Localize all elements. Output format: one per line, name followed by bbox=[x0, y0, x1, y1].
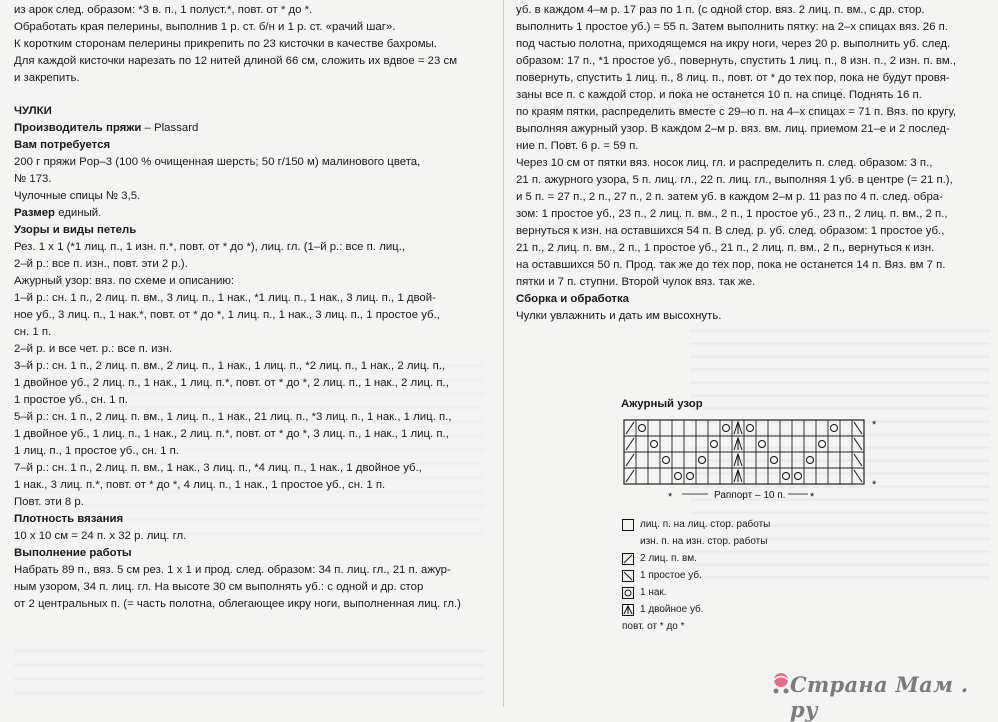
legend-item bbox=[622, 567, 770, 584]
legend-label: 1 простое уб. bbox=[640, 570, 702, 581]
text-line: 3–й р.: сн. 1 п., 2 лиц. п. вм., 2 лиц. п., 1 нак., 1 лиц. п., *2 лиц. п., 1 нак., 2 лиц. п., bbox=[14, 360, 446, 372]
text-line: от 2 центральных п. (= часть полотна, облегающее икру ноги, выполненная лиц. гл.) bbox=[14, 598, 461, 610]
yarnover-icon bbox=[663, 457, 670, 464]
text-line: пятки и 7 п. ступни. Второй чулок вяз. так же. bbox=[516, 276, 756, 288]
star-marker: * bbox=[810, 491, 815, 503]
yarnover-icon bbox=[807, 457, 814, 464]
double-dec-icon bbox=[734, 438, 742, 450]
density-heading: Плотность вязания bbox=[14, 513, 124, 525]
stroller-icon bbox=[770, 671, 792, 695]
k2tog-icon bbox=[626, 422, 634, 434]
text-line: № 173. bbox=[14, 173, 52, 185]
text-line: на оставшихся 50 п. Прод. так же до тех пор, пока не останется 14 п. Вяз. вм 7 п. bbox=[516, 259, 946, 271]
text-line: К коротким сторонам пелерины прикрепить по 23 кисточки в качестве бахромы. bbox=[14, 38, 437, 50]
text-line: 200 г пряжи Pop–3 (100 % очищенная шерсть; 50 г/150 м) малинового цвета, bbox=[14, 156, 421, 168]
star-marker: * bbox=[872, 419, 877, 431]
bleed-through-text bbox=[14, 640, 484, 700]
text-line: Обработать края пелерины, выполнив 1 р. ст. б/н и 1 р. ст. «рачий шаг». bbox=[14, 21, 396, 33]
chart-grid bbox=[624, 420, 864, 484]
legend-label: 1 нак. bbox=[640, 587, 667, 598]
text-line: и закрепить. bbox=[14, 72, 80, 84]
text-line: Для каждой кисточки нарезать по 12 нитей длиной 66 см, сложить их вдвое = 23 см bbox=[14, 55, 458, 67]
legend-label: повт. от * до * bbox=[622, 621, 685, 632]
text-line: 1 лиц. п., 1 простое уб., сн. 1 п. bbox=[14, 445, 179, 457]
yarnover-icon bbox=[711, 441, 718, 448]
text-line: уб. в каждом 4–м р. 17 раз по 1 п. (с одной стор. вяз. 2 лиц. п. вм., с др. стор. bbox=[516, 4, 925, 16]
text-line: повернуть, спустить 1 лиц. п., 8 лиц. п., повт. от * до тех пор, пока не будут провя- bbox=[516, 72, 950, 84]
text-line: Чулочные спицы № 3,5. bbox=[14, 190, 141, 202]
legend-item bbox=[622, 550, 770, 567]
yarnover-icon bbox=[723, 425, 730, 432]
text-line: из арок след. образом: *3 в. п., 1 полуст.*, повт. от * до *. bbox=[14, 4, 313, 16]
text-line: 10 х 10 см = 24 п. х 32 р. лиц. гл. bbox=[14, 530, 187, 542]
ssk-icon bbox=[622, 570, 634, 582]
left-column bbox=[14, 2, 496, 613]
legend-item bbox=[622, 533, 770, 550]
need-heading: Вам потребуется bbox=[14, 139, 111, 151]
producer-label: Производитель пряжи bbox=[14, 122, 142, 134]
ssk-icon bbox=[854, 422, 862, 434]
yarnover-icon bbox=[783, 473, 790, 480]
text-line: под частью полотна, приходящемся на икру ноги, через 20 р. выполнить уб. след. bbox=[516, 38, 951, 50]
yarnover-icon bbox=[651, 441, 658, 448]
text-line: ние п. Повт. 6 р. = 59 п. bbox=[516, 140, 639, 152]
k2tog-icon bbox=[626, 470, 634, 482]
text-line: Набрать 89 п., вяз. 5 см рез. 1 х 1 и прод. след. образом: 34 п. лиц. гл., 21 п. ажур- bbox=[14, 564, 451, 576]
text-line: 5–й р.: сн. 1 п., 2 лиц. п. вм., 1 лиц. п., 1 нак., 21 лиц. п., *3 лиц. п., 1 нак., 1 лиц. п., bbox=[14, 411, 452, 423]
diagram-title: Ажурный узор bbox=[621, 398, 703, 410]
yarnover-icon bbox=[699, 457, 706, 464]
ssk-icon bbox=[854, 470, 862, 482]
text-line: выполняя ажурный узор. В каждом 2–м р. вяз. вм. лиц. приемом 21–е и 2 послед- bbox=[516, 123, 950, 135]
rapport-label: Раппорт – 10 п. bbox=[714, 490, 786, 501]
text-line: 1 двойное уб., 2 лиц. п., 1 нак., 1 лиц. п.*, повт. от * до *, 2 лиц. п., 1 нак., 2 лиц. п., bbox=[14, 377, 449, 389]
chart-legend bbox=[622, 516, 770, 635]
text-line: вернуться к изн. на оставшихся 54 п. В след. р. уб. след. образом: 1 простое уб., bbox=[516, 225, 945, 237]
star-marker: * bbox=[872, 479, 877, 491]
text-line: 2–й р.: все п. изн., повт. эти 2 р.). bbox=[14, 258, 188, 270]
double-dec-icon bbox=[734, 470, 742, 482]
text-line: сн. 1 п. bbox=[14, 326, 52, 338]
text-line: образом: 17 п., *1 простое уб., повернуть, спустить 1 лиц. п., 8 изн. п., 2 изн. п. вм., bbox=[516, 55, 956, 67]
producer-value: – Plassard bbox=[141, 122, 199, 134]
right-column bbox=[516, 2, 988, 325]
k2tog-icon bbox=[626, 438, 634, 450]
text-line: 1 нак., 3 лиц. п.*, повт. от * до *, 4 лиц. п., 1 нак., 1 простое уб., сн. 1 п. bbox=[14, 479, 386, 491]
yarnover-icon bbox=[771, 457, 778, 464]
text-line: 21 п., 2 лиц. п. вм., 2 п., 1 простое уб., 21 п., 2 лиц. п. вм., 2 п., вернуться к изн. bbox=[516, 242, 935, 254]
text-line: заны все п. с каждой стор. и пока не останется 10 п. на спице. Поднять 16 п. bbox=[516, 89, 922, 101]
text-line: 21 п. ажурного узора, 5 п. лиц. гл., 22 п. лиц. гл., выполняя 1 уб. в центре (= 21 п.), bbox=[516, 174, 953, 186]
yarnover-icon bbox=[831, 425, 838, 432]
k2tog-icon bbox=[626, 454, 634, 466]
text-line: 2–й р. и все чет. р.: все п. изн. bbox=[14, 343, 173, 355]
text-line: по краям пятки, распределить вместе с 29–ю п. на 4–х спицах = 71 п. Вяз. по кругу, bbox=[516, 106, 957, 118]
text-line: выполнить 1 простое уб.) = 55 п. Затем выполнить пятку: на 2–х спицах вяз. 26 п. bbox=[516, 21, 948, 33]
yarnover-icon bbox=[622, 587, 634, 599]
text-line: и 5 п. = 27 п., 2 п., 27 п., 2 п. затем уб. в каждом 2–м р. 11 раз по 4 п. след. обра- bbox=[516, 191, 943, 203]
text-line: зом: 1 простое уб., 23 п., 2 лиц. п. вм., 2 п., 1 простое уб., 23 п., 2 лиц. п. вм., 2 п., bbox=[516, 208, 948, 220]
legend-item bbox=[622, 618, 770, 635]
size-label: Размер bbox=[14, 207, 56, 219]
yarnover-icon bbox=[675, 473, 682, 480]
work-heading: Выполнение работы bbox=[14, 547, 132, 559]
square-icon bbox=[622, 519, 634, 531]
text-line: 1–й р.: сн. 1 п., 2 лиц. п. вм., 3 лиц. п., 1 нак., *1 лиц. п., 1 нак., 3 лиц. п., 1 двой- bbox=[14, 292, 436, 304]
legend-label: изн. п. на изн. стор. работы bbox=[640, 536, 768, 547]
double-dec-icon bbox=[734, 454, 742, 466]
yarnover-icon bbox=[819, 441, 826, 448]
star-marker: * bbox=[668, 491, 673, 503]
legend-item bbox=[622, 601, 770, 618]
legend-item bbox=[622, 584, 770, 601]
text-line: Рез. 1 х 1 (*1 лиц. п., 1 изн. п.*, повт. от * до *), лиц. гл. (1–й р.: все п. лиц., bbox=[14, 241, 406, 253]
text-line: 7–й р.: сн. 1 п., 2 лиц. п. вм., 1 нак., 3 лиц. п., *4 лиц. п., 1 нак., 1 двойное уб., bbox=[14, 462, 422, 474]
text-line: Повт. эти 8 р. bbox=[14, 496, 84, 508]
text-line: 1 простое уб., сн. 1 п. bbox=[14, 394, 128, 406]
yarnover-icon bbox=[795, 473, 802, 480]
yarnover-icon bbox=[687, 473, 694, 480]
double-dec-icon bbox=[734, 422, 742, 434]
section-title: ЧУЛКИ bbox=[14, 105, 52, 117]
legend-label: 1 двойное уб. bbox=[640, 604, 704, 615]
double-dec-icon bbox=[622, 604, 634, 616]
lace-chart bbox=[622, 418, 892, 510]
ssk-icon bbox=[854, 438, 862, 450]
yarnover-icon bbox=[759, 441, 766, 448]
yarnover-icon bbox=[639, 425, 646, 432]
legend-item bbox=[622, 516, 770, 533]
legend-label: 2 лиц. п. вм. bbox=[640, 553, 697, 564]
ssk-icon bbox=[854, 454, 862, 466]
producer-line bbox=[14, 120, 496, 137]
text-line: Через 10 см от пятки вяз. носок лиц. гл. и распределить п. след. образом: 3 п., bbox=[516, 157, 933, 169]
text-line: ное уб., 3 лиц. п., 1 нак.*, повт. от * до *, 1 лиц. п., 1 нак., 3 лиц. п., 1 простое уб., bbox=[14, 309, 440, 321]
size-line bbox=[14, 205, 496, 222]
site-watermark: Страна Мам . ру bbox=[790, 672, 969, 722]
text-line: Ажурный узор: вяз. по схеме и описанию: bbox=[14, 275, 235, 287]
patterns-heading: Узоры и виды петель bbox=[14, 224, 137, 236]
yarnover-icon bbox=[747, 425, 754, 432]
size-value: единый. bbox=[55, 207, 102, 219]
text-line: 1 двойное уб., 1 лиц. п., 1 нак., 2 лиц. п.*, повт. от * до *, 3 лиц. п., 1 нак., 1 лиц. п., bbox=[14, 428, 449, 440]
text-line: ным узором, 34 п. лиц. гл. На высоте 30 см выполнять уб.: с одной и др. стор bbox=[14, 581, 424, 593]
legend-label: лиц. п. на лиц. стор. работы bbox=[640, 519, 771, 530]
text-line: Чулки увлажнить и дать им высохнуть. bbox=[516, 310, 722, 322]
k2tog-icon bbox=[622, 553, 634, 565]
column-divider bbox=[503, 0, 504, 707]
assembly-heading: Сборка и обработка bbox=[516, 293, 630, 305]
